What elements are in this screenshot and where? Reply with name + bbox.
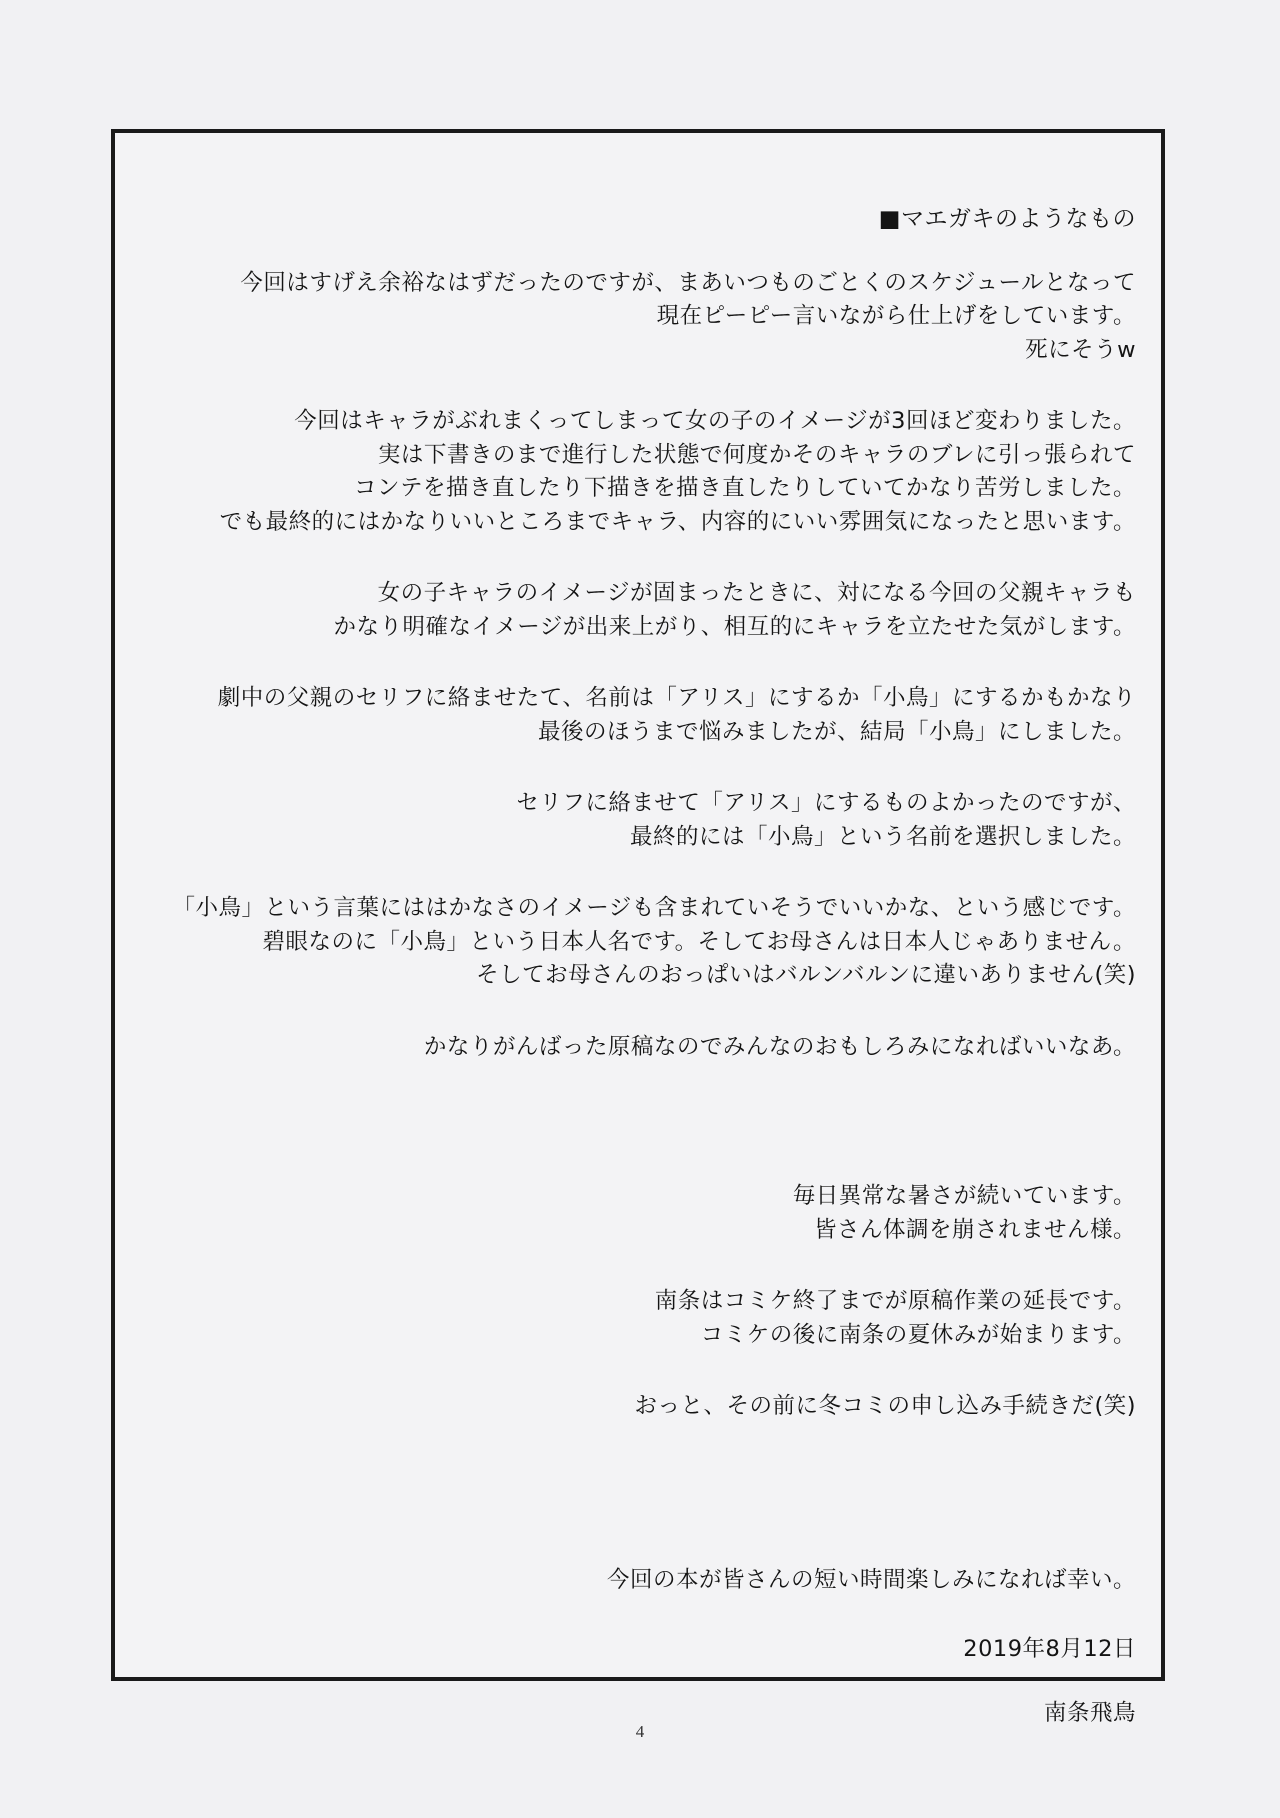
paragraph-7 <box>156 1031 1136 1065</box>
text-line: 実は下書きのまで進行した状態で何度かそのキャラのブレに引っ張られて <box>377 441 1136 468</box>
date: 2019年8月12日 <box>963 1636 1136 1662</box>
text-line: 死にそうw <box>1025 336 1136 363</box>
text-line: そしてお母さんのおっぱいはバルンバルンに違いありません(笑) <box>476 962 1136 988</box>
text-line: セリフに絡ませて「アリス」にするものよかったのですが、 <box>516 790 1136 816</box>
text-line: コミケの後に南条の夏休みが始まります。 <box>700 1321 1136 1348</box>
text-line: 最終的には「小鳥」という名前を選択しました。 <box>629 823 1136 850</box>
paragraph-5 <box>156 787 1136 854</box>
paragraph-4 <box>156 682 1136 749</box>
text-line: 碧眼なのに「小鳥」という日本人名です。そしてお母さんは日本人じゃありません。 <box>262 928 1136 955</box>
paragraph-2 <box>156 405 1136 539</box>
paragraph-1 <box>156 267 1136 368</box>
text-line: かなり明確なイメージが出来上がり、相互的にキャラを立たせた気がします。 <box>333 613 1136 640</box>
closing-paragraph-3 <box>156 1390 1136 1424</box>
author-signature: 南条飛鳥 <box>1043 1699 1136 1726</box>
text-line: 南条はコミケ終了までが原稿作業の延長です。 <box>654 1288 1136 1314</box>
text-line: 「小鳥」という言葉にははかなさのイメージも含まれていそうでいいかな、という感じです。 <box>172 895 1136 921</box>
text-line: コンテを描き直したり下描きを描き直したりしていてかなり苦労しました。 <box>353 475 1136 501</box>
section-heading: ■マエガキのようなもの <box>878 206 1136 232</box>
paragraph-3 <box>156 577 1136 644</box>
paragraph-6 <box>156 892 1136 993</box>
text-line: 今回はキャラがぶれまくってしまって女の子のイメージが3回ほど変わりました。 <box>294 408 1136 434</box>
text-line: でも最終的にはかなりいいところまでキャラ、内容的にいい雰囲気になったと思います。 <box>219 508 1136 535</box>
page-number: 4 <box>635 1722 645 1741</box>
text-line: かなりがんばった原稿なのでみんなのおもしろみになればいいなあ。 <box>423 1033 1136 1060</box>
text-line: 毎日異常な暑さが続いています。 <box>792 1183 1136 1209</box>
text-line: おっと、その前に冬コミの申し込み手続きだ(笑) <box>634 1393 1136 1419</box>
final-message: 今回の本が皆さんの短い時間楽しみになれば幸い。 <box>606 1566 1136 1593</box>
text-line: 劇中の父親のセリフに絡ませたて、名前は「アリス」にするか「小鳥」にするかもかなり <box>217 685 1136 711</box>
text-line: 女の子キャラのイメージが固まったときに、対になる今回の父親キャラも <box>377 580 1136 606</box>
text-frame <box>111 129 1165 1726</box>
afterword-content <box>156 203 1136 1730</box>
text-line: 最後のほうまで悩みましたが、結局「小鳥」にしました。 <box>537 718 1136 745</box>
text-line: 皆さん体調を崩されません様。 <box>813 1216 1136 1243</box>
text-line: 現在ピーピー言いながら仕上げをしています。 <box>656 303 1136 329</box>
closing-paragraph-1 <box>156 1180 1136 1247</box>
closing-paragraph-2 <box>156 1285 1136 1352</box>
text-line: 今回はすげえ余裕なはずだったのですが、まあいつものごとくのスケジュールとなって <box>240 269 1136 296</box>
